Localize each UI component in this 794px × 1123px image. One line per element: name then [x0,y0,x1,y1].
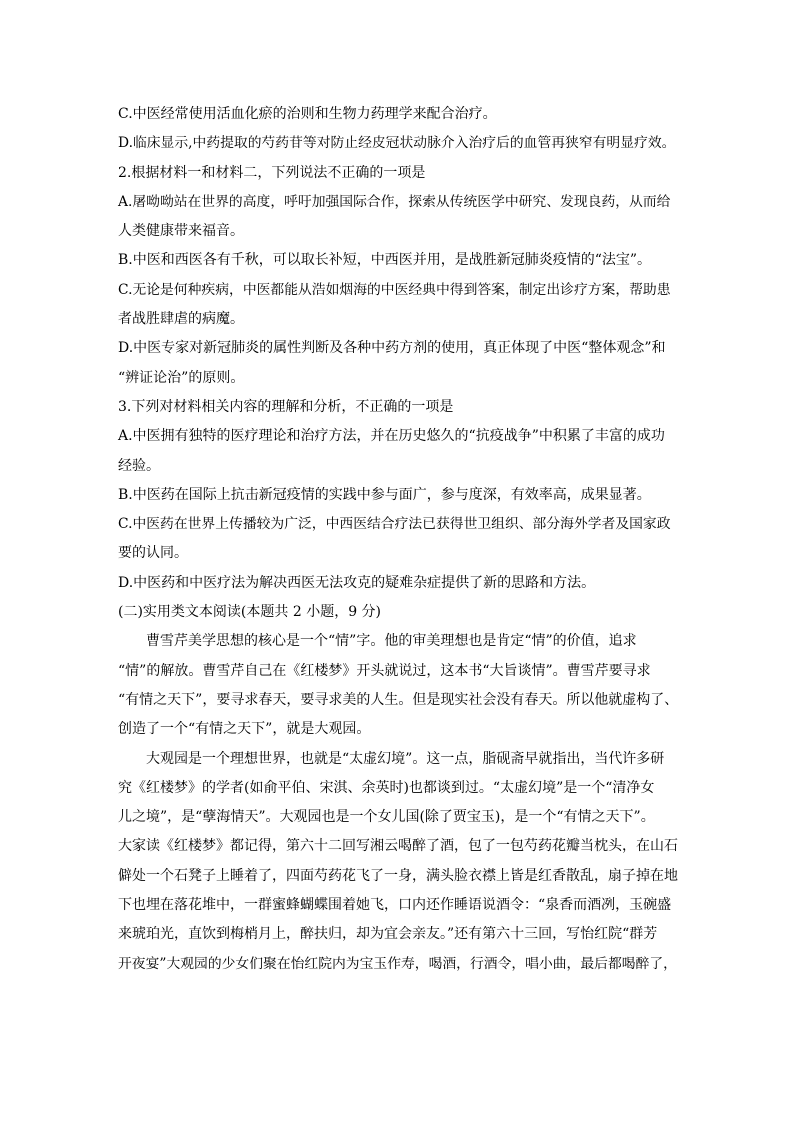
paragraph-2-line-5: 僻处一个石凳子上睡着了，四面芍药花飞了一身，满头脸衣襟上皆是红香散乱，扇子掉在地 [118,867,678,884]
section-heading: (二)实用类文本阅读(本题共 2 小题，9 分) [118,604,382,621]
option-c-line: C.中医经常使用活血化瘀的治则和生物力药理学来配合治疗。 [118,106,497,122]
paragraph-2-line-7: 来琥珀光，直饮到梅梢月上，醉扶归，却为宜会亲友。”还有第六十三回，写怡红院“群芳 [118,926,658,943]
paragraph-2-line-2: 究《红楼梦》的学者(如俞平伯、宋淇、余英时)也都谈到过。“太虚幻境”是一个“清净女 [118,779,655,796]
paragraph-2-line-1: 大观园是一个理想世界，也就是“太虚幻境”。这一点，脂砚斋早就指出，当代许多研 [146,750,665,767]
paragraph-1-line-1: 曹雪芹美学思想的核心是一个“情”字。他的审美理想也是肯定“情”的价值，追求 [146,633,637,650]
option-d-line-1: D.中医专家对新冠肺炎的属性判断及各种中药方剂的使用，真正体现了中医“整体观念”和 [118,340,666,357]
option-d-line-2: “辨证论治”的原则。 [118,369,245,386]
paragraph-1-line-3: “有情之天下”，要寻求春天，要寻求美的人生。但是现实社会没有春天。所以他就虚构了、 [118,691,679,708]
document-body [118,100,678,979]
question-3: 3.下列对材料相关内容的理解和分析，不正确的一项是 [118,398,454,415]
option-c-line-2: 者战胜肆虐的病魔。 [118,311,244,328]
option-b-line: B.中医和西医各有千秋，可以取长补短，中西医并用，是战胜新冠肺炎疫情的“法宝”。 [118,252,652,269]
paragraph-2-line-3: 儿之境”，是“孽海情天”。大观园也是一个女儿国(除了贾宝玉)，是一个“有情之天下”。 [118,809,655,826]
option-c-line-2: 要的认同。 [118,545,188,562]
question-2: 2.根据材料一和材料二，下列说法不正确的一项是 [118,164,426,181]
option-d-line: D.临床显示,中药提取的芍药苷等对防止经皮冠状动脉介入治疗后的血管再狭窄有明显疗效。 [118,135,676,152]
paragraph-2-line-8: 开夜宴”大观园的少女们聚在怡红院内为宝玉作寿，喝酒，行酒令，唱小曲，最后都喝醉了， [118,955,677,972]
option-a-line-2: 经验。 [118,457,160,474]
option-d-line: D.中医药和中医疗法为解决西医无法攻克的疑难杂症提供了新的思路和方法。 [118,574,596,591]
paragraph-1-line-2: “情”的解放。曹雪芹自己在《红楼梦》开头就说过，这本书“大旨谈情”。曹雪芹要寻求 [118,662,651,679]
option-a-line-1: A.中医拥有独特的医疗理论和治疗方法，并在历史悠久的“抗疫战争”中积累了丰富的成功 [118,428,665,445]
paragraph-2-line-4: 大家读《红楼梦》都记得，第六十二回写湘云喝醉了酒，包了一包芍药花瓣当枕头，在山石 [118,838,678,855]
option-a-line-2: 人类健康带来福音。 [118,223,244,240]
option-a-line-1: A.屠呦呦站在世界的高度，呼吁加强国际合作，探索从传统医学中研究、发现良药，从而给 [118,193,671,210]
option-b-line: B.中医药在国际上抗击新冠疫情的实践中参与面广，参与度深，有效率高，成果显著。 [118,486,651,503]
option-c-line-1: C.无论是何种疾病，中医都能从浩如烟海的中医经典中得到答案，制定出诊疗方案，帮助患 [118,281,671,298]
paragraph-2-line-6: 下也埋在落花堆中，一群蜜蜂蝴蝶围着她飞，口内还作睡语说酒令：“泉香而酒冽，玉碗盛 [118,897,672,914]
option-c-line-1: C.中医药在世界上传播较为广泛，中西医结合疗法已获得世卫组织、部分海外学者及国家政 [118,516,671,533]
paragraph-1-line-4: 创造了一个“有情之天下”，就是大观园。 [118,721,371,738]
